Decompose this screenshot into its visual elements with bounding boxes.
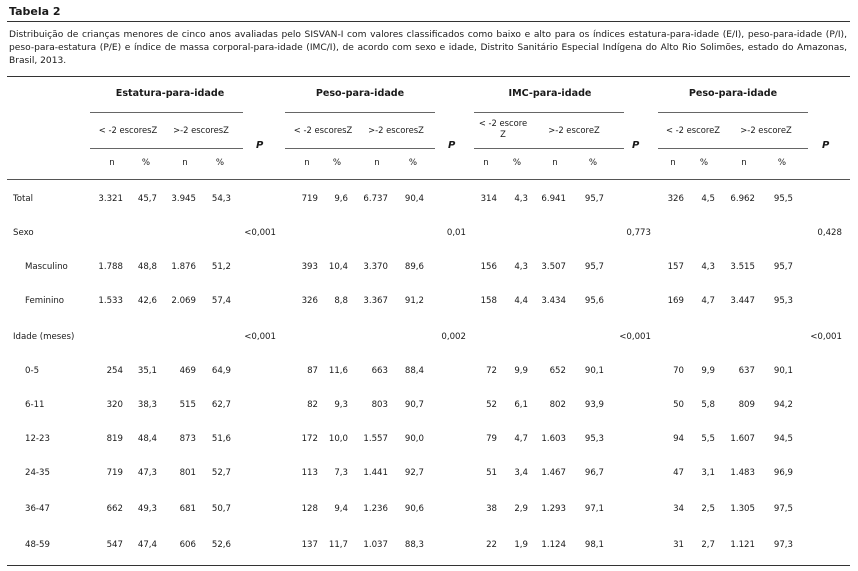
cell-pct: 95,7 <box>584 262 604 272</box>
cell-pct: 98,1 <box>584 540 604 550</box>
cell-n: 606 <box>179 540 196 550</box>
cell-n: 128 <box>301 504 318 514</box>
group-header-estatura: Estatura-para-idade <box>115 88 225 99</box>
cell-pct: 91,2 <box>404 296 424 306</box>
cell-n: 79 <box>486 434 497 444</box>
cell-n: 1.607 <box>730 434 755 444</box>
cell-p-value: 0,428 <box>817 228 842 238</box>
row-label: 48-59 <box>25 540 50 550</box>
cell-n: 3.434 <box>541 296 566 306</box>
subhead-high-1: >-2 escoresZ <box>173 125 229 135</box>
cell-n: 320 <box>106 400 123 410</box>
subhead-high-2: >-2 escoresZ <box>368 125 424 135</box>
sub-rule-3 <box>474 148 624 149</box>
cell-n: 393 <box>301 262 318 272</box>
cell-pct: 11,6 <box>328 366 348 376</box>
cell-n: 873 <box>179 434 196 444</box>
cell-n: 172 <box>301 434 318 444</box>
cell-pct: 9,9 <box>514 366 528 376</box>
cell-n: 801 <box>179 468 196 478</box>
cell-pct: 89,6 <box>404 262 424 272</box>
cell-n: 50 <box>673 400 684 410</box>
cell-pct: 11,7 <box>328 540 348 550</box>
cell-n: 3.321 <box>98 194 123 204</box>
cell-pct: 49,3 <box>137 504 157 514</box>
cell-n: 314 <box>480 194 497 204</box>
cell-pct: 95,3 <box>773 296 793 306</box>
cell-pct: 4,4 <box>514 296 528 306</box>
row-label: Idade (meses) <box>13 332 75 342</box>
group-rule-1 <box>90 112 243 113</box>
cell-pct: 95,5 <box>773 194 793 204</box>
cell-pct: 88,4 <box>404 366 424 376</box>
cell-pct: 38,3 <box>137 400 157 410</box>
cell-p-value: 0,01 <box>446 228 466 238</box>
pct-header: % <box>588 158 598 168</box>
cell-pct: 5,5 <box>701 434 715 444</box>
cell-n: 1.603 <box>541 434 566 444</box>
n-header: n <box>483 158 489 168</box>
cell-n: 87 <box>307 366 318 376</box>
cell-pct: 51,2 <box>211 262 231 272</box>
cell-n: 1.557 <box>363 434 388 444</box>
cell-n: 6.962 <box>730 194 755 204</box>
cell-n: 3.507 <box>541 262 566 272</box>
cell-n: 51 <box>486 468 497 478</box>
cell-p-value: <0,001 <box>619 332 651 342</box>
cell-pct: 3,4 <box>514 468 528 478</box>
cell-pct: 3,1 <box>701 468 715 478</box>
cell-pct: 54,3 <box>211 194 231 204</box>
cell-n: 719 <box>301 194 318 204</box>
group-header-imc: IMC-para-idade <box>508 88 592 99</box>
cell-pct: 50,7 <box>211 504 231 514</box>
cell-pct: 88,3 <box>404 540 424 550</box>
group-rule-4 <box>658 112 808 113</box>
cell-pct: 52,7 <box>211 468 231 478</box>
p-header-1: P <box>256 140 264 151</box>
cell-n: 6.941 <box>541 194 566 204</box>
cell-n: 803 <box>371 400 388 410</box>
subhead-high-4: >-2 escoreZ <box>740 125 792 135</box>
subhead-low-3: < -2 escore Z <box>478 118 528 139</box>
cell-p-value: <0,001 <box>244 228 276 238</box>
cell-n: 1.876 <box>171 262 196 272</box>
cell-n: 547 <box>106 540 123 550</box>
cell-pct: 96,9 <box>773 468 793 478</box>
cell-n: 254 <box>106 366 123 376</box>
header-rule <box>7 76 850 77</box>
cell-pct: 93,9 <box>584 400 604 410</box>
p-header-2: P <box>448 140 456 151</box>
cell-n: 1.467 <box>541 468 566 478</box>
cell-n: 31 <box>673 540 684 550</box>
cell-pct: 90,1 <box>584 366 604 376</box>
row-label: 36-47 <box>25 504 50 514</box>
row-label: 0-5 <box>25 366 40 376</box>
cell-pct: 95,6 <box>584 296 604 306</box>
cell-n: 2.069 <box>171 296 196 306</box>
row-label: Masculino <box>25 262 68 272</box>
pct-header: % <box>777 158 787 168</box>
p-header-4: P <box>822 140 830 151</box>
cell-n: 1.305 <box>730 504 755 514</box>
cell-pct: 95,3 <box>584 434 604 444</box>
cell-pct: 52,6 <box>211 540 231 550</box>
cell-n: 52 <box>486 400 497 410</box>
row-label: 12-23 <box>25 434 50 444</box>
sub-rule-1 <box>90 148 243 149</box>
cell-pct: 2,7 <box>701 540 715 550</box>
cell-pct: 96,7 <box>584 468 604 478</box>
n-header: n <box>304 158 310 168</box>
cell-n: 663 <box>371 366 388 376</box>
cell-pct: 97,5 <box>773 504 793 514</box>
subhead-low-4: < -2 escoreZ <box>665 125 721 135</box>
n-header: n <box>670 158 676 168</box>
cell-n: 802 <box>549 400 566 410</box>
cell-pct: 47,4 <box>137 540 157 550</box>
cell-n: 6.737 <box>363 194 388 204</box>
pct-header: % <box>332 158 342 168</box>
sub-rule-2 <box>285 148 435 149</box>
cell-n: 70 <box>673 366 684 376</box>
cell-n: 72 <box>486 366 497 376</box>
cell-n: 38 <box>486 504 497 514</box>
cell-n: 1.121 <box>730 540 755 550</box>
cell-pct: 10,4 <box>328 262 348 272</box>
cell-pct: 90,0 <box>404 434 424 444</box>
cell-n: 1.037 <box>363 540 388 550</box>
pct-header: % <box>408 158 418 168</box>
cell-n: 662 <box>106 504 123 514</box>
table-caption: Distribuição de crianças menores de cinco anos avaliadas pelo SISVAN-I com valores classificados como baixo e alto para os índices estatura-para-idade (E/I), peso-para-idade (P/I), peso-para-estatura (P/E) e índice de massa corporal-para-idade (IMC/I), de acordo com sexo e idade, Distrito Sanitário Especial Indígena do Alto Rio Solimões, estado do Amazonas, Brasil, 2013. <box>9 30 847 66</box>
cell-pct: 4,7 <box>514 434 528 444</box>
cell-pct: 90,6 <box>404 504 424 514</box>
cell-n: 3.515 <box>730 262 755 272</box>
row-label: 24-35 <box>25 468 50 478</box>
cell-n: 137 <box>301 540 318 550</box>
cell-pct: 2,9 <box>514 504 528 514</box>
row-label: Feminino <box>25 296 65 306</box>
n-header: n <box>374 158 380 168</box>
cell-n: 637 <box>738 366 755 376</box>
cell-n: 809 <box>738 400 755 410</box>
cell-p-value: <0,001 <box>244 332 276 342</box>
cell-n: 34 <box>673 504 684 514</box>
body-rule <box>7 179 850 180</box>
subhead-low-1: < -2 escoresZ <box>98 125 158 135</box>
cell-pct: 35,1 <box>137 366 157 376</box>
cell-pct: 4,5 <box>701 194 715 204</box>
group-rule-3 <box>474 112 624 113</box>
cell-n: 719 <box>106 468 123 478</box>
n-header: n <box>552 158 558 168</box>
row-label: Total <box>13 194 34 204</box>
cell-pct: 9,6 <box>334 194 348 204</box>
cell-n: 1.788 <box>98 262 123 272</box>
cell-pct: 64,9 <box>211 366 231 376</box>
cell-n: 3.447 <box>730 296 755 306</box>
row-label: Sexo <box>13 228 34 238</box>
cell-n: 1.124 <box>541 540 566 550</box>
cell-pct: 47,3 <box>137 468 157 478</box>
cell-pct: 42,6 <box>137 296 157 306</box>
group-header-peso-idade: Peso-para-idade <box>315 88 405 99</box>
cell-pct: 90,4 <box>404 194 424 204</box>
cell-pct: 9,3 <box>334 400 348 410</box>
cell-pct: 8,8 <box>334 296 348 306</box>
cell-n: 113 <box>301 468 318 478</box>
cell-n: 1.483 <box>730 468 755 478</box>
cell-pct: 9,4 <box>334 504 348 514</box>
row-label: 6-11 <box>25 400 45 410</box>
cell-p-value: 0,002 <box>441 332 466 342</box>
cell-n: 157 <box>667 262 684 272</box>
cell-n: 819 <box>106 434 123 444</box>
cell-pct: 7,3 <box>334 468 348 478</box>
cell-pct: 95,7 <box>584 194 604 204</box>
cell-n: 469 <box>179 366 196 376</box>
group-rule-2 <box>285 112 435 113</box>
cell-pct: 4,3 <box>701 262 715 272</box>
pct-header: % <box>512 158 522 168</box>
cell-n: 1.533 <box>98 296 123 306</box>
cell-n: 515 <box>179 400 196 410</box>
cell-n: 3.367 <box>363 296 388 306</box>
cell-n: 1.293 <box>541 504 566 514</box>
cell-pct: 4,3 <box>514 262 528 272</box>
cell-pct: 45,7 <box>137 194 157 204</box>
n-header: n <box>109 158 115 168</box>
cell-n: 47 <box>673 468 684 478</box>
cell-p-value: <0,001 <box>810 332 842 342</box>
cell-pct: 4,7 <box>701 296 715 306</box>
cell-n: 681 <box>179 504 196 514</box>
cell-pct: 48,4 <box>137 434 157 444</box>
cell-pct: 57,4 <box>211 296 231 306</box>
subhead-high-3: >-2 escoreZ <box>548 125 600 135</box>
cell-pct: 5,8 <box>701 400 715 410</box>
cell-pct: 10,0 <box>328 434 348 444</box>
cell-pct: 62,7 <box>211 400 231 410</box>
cell-n: 326 <box>301 296 318 306</box>
cell-n: 1.236 <box>363 504 388 514</box>
subhead-low-2: < -2 escoresZ <box>293 125 353 135</box>
cell-n: 82 <box>307 400 318 410</box>
cell-n: 169 <box>667 296 684 306</box>
cell-n: 3.370 <box>363 262 388 272</box>
cell-n: 94 <box>673 434 684 444</box>
cell-pct: 4,3 <box>514 194 528 204</box>
cell-pct: 1,9 <box>514 540 528 550</box>
pct-header: % <box>215 158 225 168</box>
cell-n: 3.945 <box>171 194 196 204</box>
cell-pct: 92,7 <box>404 468 424 478</box>
cell-pct: 95,7 <box>773 262 793 272</box>
cell-pct: 94,2 <box>773 400 793 410</box>
top-rule <box>7 21 850 22</box>
cell-pct: 90,1 <box>773 366 793 376</box>
table-title: Tabela 2 <box>9 5 61 18</box>
bottom-rule <box>7 565 850 566</box>
cell-pct: 97,1 <box>584 504 604 514</box>
cell-pct: 90,7 <box>404 400 424 410</box>
cell-pct: 48,8 <box>137 262 157 272</box>
cell-pct: 6,1 <box>514 400 528 410</box>
cell-n: 158 <box>480 296 497 306</box>
cell-pct: 94,5 <box>773 434 793 444</box>
p-header-3: P <box>632 140 640 151</box>
cell-n: 156 <box>480 262 497 272</box>
cell-n: 22 <box>486 540 497 550</box>
cell-pct: 97,3 <box>773 540 793 550</box>
n-header: n <box>741 158 747 168</box>
cell-n: 1.441 <box>363 468 388 478</box>
group-header-peso-estatura: Peso-para-idade <box>688 88 778 99</box>
cell-pct: 2,5 <box>701 504 715 514</box>
cell-n: 326 <box>667 194 684 204</box>
cell-p-value: 0,773 <box>626 228 651 238</box>
cell-n: 652 <box>549 366 566 376</box>
pct-header: % <box>699 158 709 168</box>
n-header: n <box>182 158 188 168</box>
cell-pct: 51,6 <box>211 434 231 444</box>
pct-header: % <box>141 158 151 168</box>
sub-rule-4 <box>658 148 808 149</box>
cell-pct: 9,9 <box>701 366 715 376</box>
